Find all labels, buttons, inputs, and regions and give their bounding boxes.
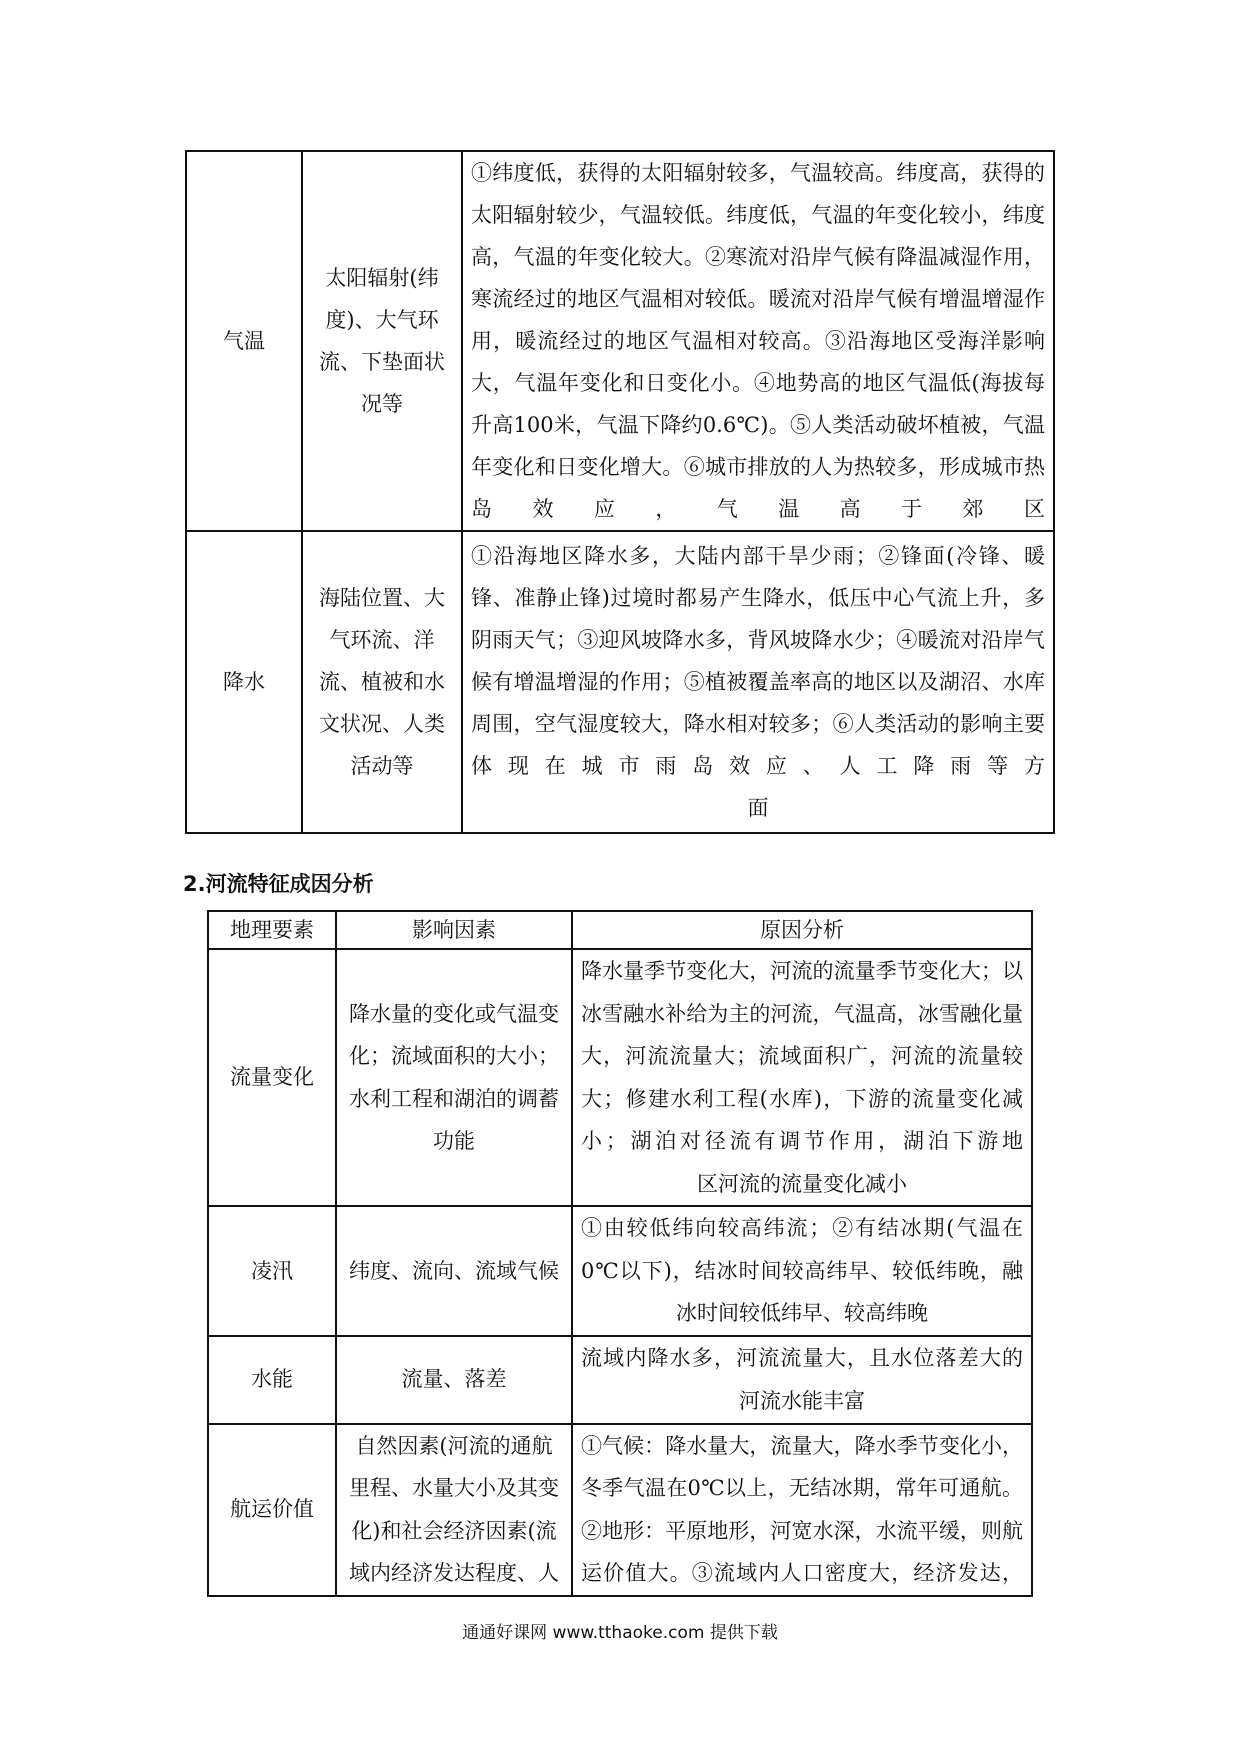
river-features-table (207, 910, 1033, 1597)
analysis-text-last-line: 冰时间较低纬早、较高纬晚 (676, 1301, 928, 1325)
factor-cell: 自然因素(河流的通航里程、水量大小及其变化)和社会经济因素(流域内经济发达程度、人 (336, 1424, 572, 1596)
factor-cell: 太阳辐射(纬度)、大气环流、下垫面状况等 (302, 151, 462, 531)
analysis-cell (462, 531, 1054, 833)
analysis-text-last-line: 区河流的流量变化减小 (697, 1171, 907, 1196)
table-row (186, 151, 1054, 531)
element-cell: 降水 (186, 531, 302, 833)
analysis-cell (572, 1336, 1032, 1424)
analysis-cell (572, 949, 1032, 1206)
table-row (208, 949, 1032, 1206)
analysis-text: 降水量季节变化大，河流的流量季节变化大；以冰雪融水补给为主的河流，气温高，冰雪融化量大，河流流量大；流域面积广，河流的流量较大；修建水利工程(水库)，下游的流量变化减小；湖泊对径流有调节作用，湖泊下游地 (581, 959, 1023, 1153)
header-cell: 原因分析 (572, 911, 1032, 949)
element-cell: 航运价值 (208, 1424, 336, 1596)
analysis-text-last-line: 河流水能丰富 (739, 1388, 865, 1413)
analysis-text: ①由较低纬向较高纬流；②有结冰期(气温在0℃以下)，结冰时间较高纬早、较低纬晚，融 (581, 1216, 1023, 1283)
analysis-cell (572, 1206, 1032, 1336)
table-row (208, 1206, 1032, 1336)
analysis-text: ①沿海地区降水多，大陆内部干旱少雨；②锋面(冷锋、暖锋、准静止锋)过境时都易产生降水，低压中心气流上升，多阴雨天气；③迎风坡降水多，背风坡降水少；④暖流对沿岸气候有增温增湿的作用；⑤植被覆盖率高的地区以及湖沼、水库周围，空气湿度较大，降水相对较多；⑥人类活动的影响主要体现在城市雨岛效应、人工降雨等方 (471, 544, 1045, 778)
element-cell: 水能 (208, 1336, 336, 1424)
section-title: 2.河流特征成因分析 (183, 872, 374, 896)
factor-cell: 海陆位置、大气环流、洋流、植被和水文状况、人类活动等 (302, 531, 462, 833)
table-row (186, 531, 1054, 833)
header-cell: 地理要素 (208, 911, 336, 949)
factor-cell: 降水量的变化或气温变化；流域面积的大小；水利工程和湖泊的调蓄功能 (336, 949, 572, 1206)
factor-cell: 纬度、流向、流域气候 (336, 1206, 572, 1336)
factor-cell: 流量、落差 (336, 1336, 572, 1424)
table-row (208, 1424, 1032, 1596)
table-header-row (208, 911, 1032, 949)
element-cell: 流量变化 (208, 949, 336, 1206)
element-cell: 凌汛 (208, 1206, 336, 1336)
analysis-cell: ①纬度低，获得的太阳辐射较多，气温较高。纬度高，获得的太阳辐射较少，气温较低。纬度低，气温的年变化较小，纬度高，气温的年变化较大。②寒流对沿岸气候有降温减湿作用，寒流经过的地区气温相对较低。暖流对沿岸气候有增温增湿作用，暖流经过的地区气温相对较高。③沿海地区受海洋影响大，气温年变化和日变化小。④地势高的地区气温低(海拔每升高100米，气温下降约0.6℃)。⑤人类活动破坏植被，气温年变化和日变化增大。⑥城市排放的人为热较多，形成城市热岛效应，气温高于郊区 (462, 151, 1054, 531)
analysis-cell: ①气候：降水量大，流量大，降水季节变化小，冬季气温在0℃以上，无结冰期，常年可通航。②地形：平原地形，河宽水深，水流平缓，则航运价值大。③流域内人口密度大，经济发达， (572, 1424, 1032, 1596)
analysis-text: 流域内降水多，河流流量大，且水位落差大的 (581, 1346, 1023, 1370)
table-row (208, 1336, 1032, 1424)
header-cell: 影响因素 (336, 911, 572, 949)
analysis-text-last-line: 面 (747, 796, 769, 820)
climate-factors-table (185, 150, 1055, 834)
page-footer: 通通好课网 www.tthaoke.com 提供下载 (462, 1623, 778, 1643)
element-cell: 气温 (186, 151, 302, 531)
